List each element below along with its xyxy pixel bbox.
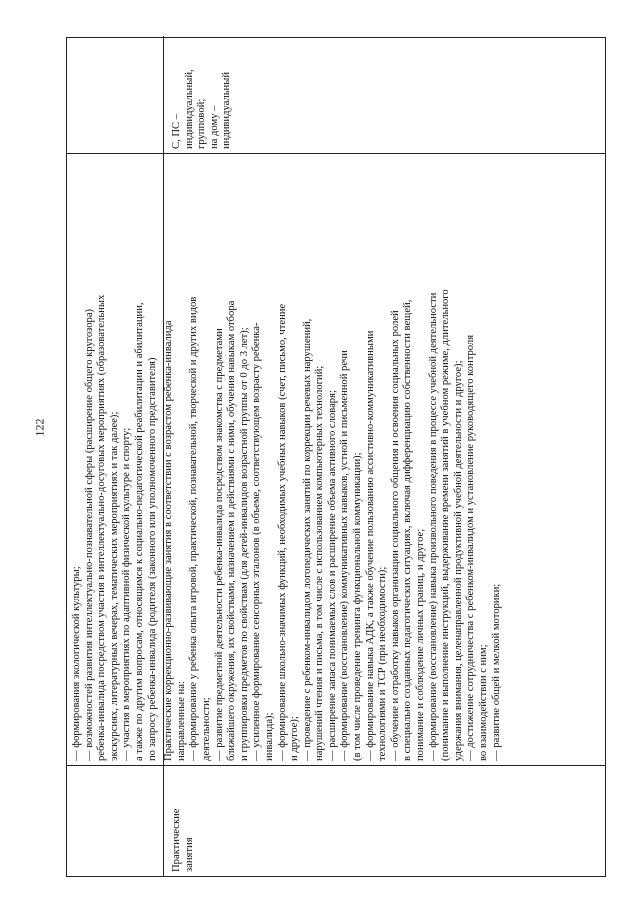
text-line: понимание и соблюдение личных границ, и другое;: [415, 528, 427, 761]
row-label-line: Практические: [171, 808, 182, 872]
text-line: — формирование у ребенка опыта игровой, практической, познавательной, творческой и других видов: [188, 296, 200, 761]
text-line: экскурсиях, литературных вечерах, тематических мероприятиях и так далее);: [108, 411, 120, 761]
text-line: — обучение и отработку навыков организации социального общения и освоения социальных ролей: [389, 310, 401, 761]
text-line: нарушений чтения и письма, в том числе с использованием компьютерных технологий;: [314, 365, 326, 761]
text-line: — развитие общей и мелкой моторики;: [490, 583, 502, 761]
column-divider-2: [67, 153, 605, 154]
text-line: — формирование (восстановление) навыка произвольного поведения в процессе учебной деятельности: [427, 292, 439, 761]
text-line: инвалида);: [263, 712, 275, 761]
text-line: Практические коррекционно-развивающие занятия в соответствии с возрастом ребенка-инвалида: [163, 320, 175, 761]
text-line: — формирования экологической культуры;: [71, 566, 82, 761]
text-line: — участия в мероприятиях по адаптивной физической культуре и спорту;: [121, 427, 133, 761]
text-line: (в том числе проведение тренинга функциональной коммуникации);: [352, 452, 364, 761]
text-line: — расширение запаса понимаемых слов и расширение объема активного словаря;: [326, 390, 338, 761]
text-line: по запросу ребенка-инвалида (родителя (законного или уполномоченного представителя): [146, 357, 158, 761]
text-line: во взаимодействии с ним;: [478, 644, 489, 761]
text-line: — проведение с ребенком-инвалидом логопедических занятий по коррекции речевых нарушений,: [301, 318, 313, 761]
text-line: а также по другим вопросам, относящимся к социально-педагогической реабилитации и абилитации,: [133, 302, 145, 761]
text-line: деятельности;: [200, 697, 212, 761]
row-label: [171, 772, 196, 872]
rotated-page: [66, 37, 606, 877]
text-line: — формирование навыка АДК, а также обучение пользованию ассистивно-коммуникативными: [364, 330, 376, 761]
text-line: — формирование (восстановление) коммуникативных навыков, устной и письменной речи: [339, 350, 351, 761]
text-line: ближайшего окружения, их свойствами, назначением и действиями с ними, обучения навыкам отбора: [226, 300, 238, 761]
form-line: групповой;: [196, 98, 208, 149]
text-line: — возможностей развития интеллектуально-познавательной сферы (расширение общего кругозора): [83, 308, 95, 761]
text-line: в специально созданных педагогических ситуациях, включая дифференциацию собственности вещей,: [402, 299, 414, 761]
content-table: [66, 37, 606, 877]
text-line: — достижение сотрудничества с ребенком-инвалидом и установление руководящего контроля: [465, 334, 477, 761]
form-line: С, ПС –: [171, 113, 182, 149]
text-line: и группировки предметов по свойствам (для детей-инвалидов возрастной группы от 0 до 3 лет);: [238, 327, 250, 761]
text-line: (понимание и выполнение инструкций, выдерживание времени занятий в учебном режиме, длительного: [440, 289, 452, 761]
page-number: 122: [32, 418, 47, 437]
text-line: удержания внимания, целенаправленной продуктивной учебной деятельности и другое);: [452, 360, 464, 761]
row-label-line: занятия: [183, 837, 195, 872]
column-divider-1: [67, 765, 605, 766]
text-line: направленные на:: [175, 681, 187, 761]
text-line: — усиленное формирование сенсорных эталонов (в объеме, соответствующем возрасту ребенка-: [251, 322, 263, 761]
text-line: ребенка-инвалида посредством участия в интеллектуально-досуговых мероприятиях (образовательных: [96, 294, 108, 761]
form-line: индивидуальный,: [183, 69, 195, 149]
text-line: и другое);: [289, 716, 301, 761]
text-line: — формирование школьно-значимых функций, необходимых учебных навыков (счет, письмо, чтение: [276, 303, 288, 761]
text-line: технологиями и ТСР (при необходимости);: [377, 566, 389, 761]
form-line: индивидуальный: [221, 72, 233, 149]
content-text: [71, 156, 503, 761]
form-line: на дому –: [208, 105, 220, 149]
text-line: — развитие предметной деятельности ребенка-инвалида посредством знакомства с предметами: [213, 328, 225, 761]
form-of-service: [171, 39, 234, 149]
